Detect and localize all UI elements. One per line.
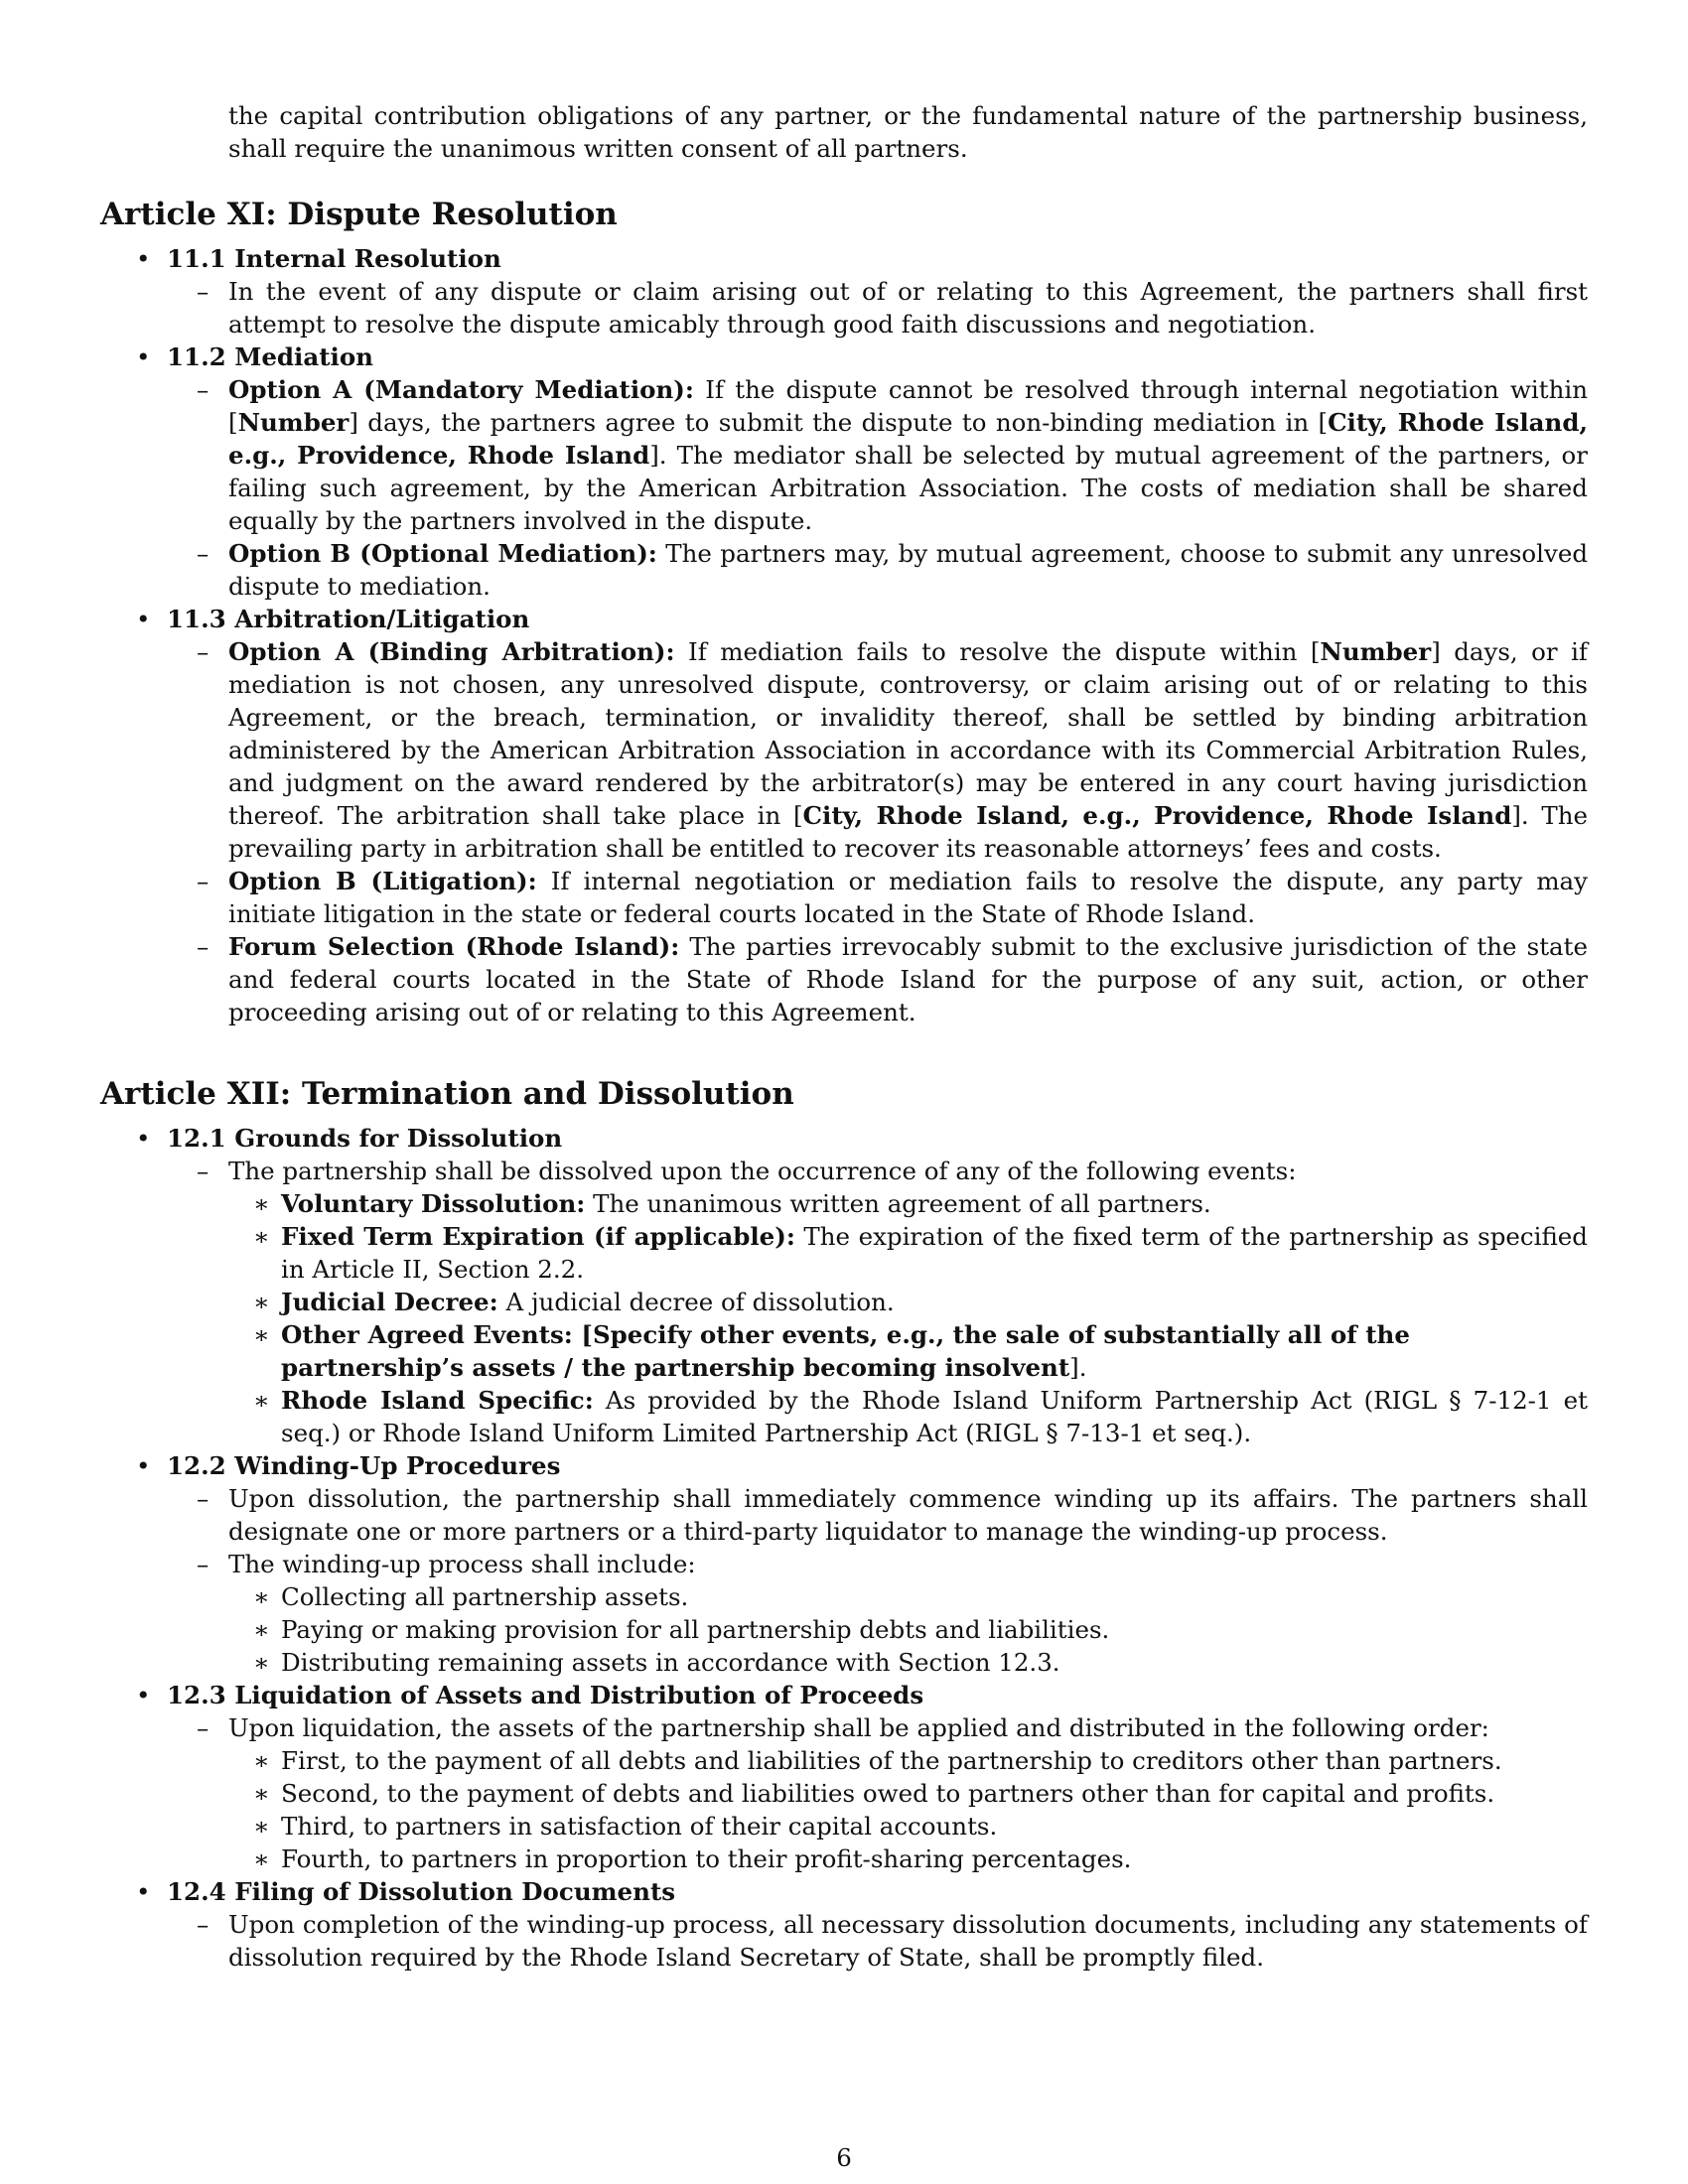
section-11-3 <box>100 603 1588 1028</box>
list-item <box>100 635 1588 865</box>
section-title: 12.2 Winding-Up Procedures <box>167 1451 561 1480</box>
list-item <box>100 275 1588 341</box>
dash-icon: – <box>197 1910 210 1939</box>
text: The expiration of the fixed term of the partnership as specified in Article II, Section 2.2. <box>281 1222 1588 1284</box>
text: Second, to the payment of debts and liabilities owed to partners other than for capital and profits. <box>281 1779 1495 1808</box>
item-label: Fixed Term Expiration (if applicable): <box>281 1222 795 1251</box>
text: ] days, or if mediation is not chosen, any unresolved dispute, controversy, or claim arising out of or relating to this Agreement, or the breach, termination, or invalidity thereof, shall be settled by binding arbitration administered by the American Arbitration Association in accordance with its Commercial Arbitration Rules, and judgment on the award rendered by the arbitrator(s) may be entered in any court having jurisdiction thereof. The arbitration shall take place in [ <box>228 637 1588 830</box>
list-item <box>100 1908 1588 1974</box>
section-12-1 <box>100 1122 1588 1449</box>
list-item <box>100 1580 1588 1613</box>
paragraph: The winding-up process shall include: <box>228 1550 696 1578</box>
dash-icon: – <box>197 1550 210 1578</box>
text: As provided by the Rhode Island Uniform Partnership Act (RIGL § 7-12-1 et seq.) or Rhode Island Uniform Limited Partnership Act (RIGL § 7-13-1 et seq.). <box>281 1386 1588 1447</box>
asterisk-icon: ∗ <box>253 1582 270 1611</box>
article-xi-heading: Article XI: Dispute Resolution <box>100 197 618 232</box>
dash-icon: – <box>197 375 210 404</box>
text: If the dispute cannot be resolved through internal negotiation within [ <box>228 375 1588 437</box>
item-label: Voluntary Dissolution: <box>281 1189 586 1218</box>
list-item <box>100 1187 1588 1220</box>
paragraph: Upon liquidation, the assets of the partnership shall be applied and distributed in the following order: <box>228 1713 1489 1742</box>
asterisk-icon: ∗ <box>253 1648 270 1677</box>
text: ]. The mediator shall be selected by mutual agreement of the partners, or failing such agreement, by the American Arbitration Association. The costs of mediation shall be shared equally by the partners involved in the dispute. <box>228 441 1588 535</box>
document-page <box>100 99 1588 1974</box>
asterisk-icon: ∗ <box>253 1222 270 1251</box>
bullet-icon: • <box>136 244 151 273</box>
paragraph: The partnership shall be dissolved upon the occurrence of any of the following events: <box>228 1157 1297 1185</box>
list-item <box>100 1646 1588 1679</box>
list-item <box>100 865 1588 930</box>
section-title: 12.1 Grounds for Dissolution <box>167 1124 563 1153</box>
section-12-4 <box>100 1875 1588 1974</box>
text: If internal negotiation or mediation fails to resolve the dispute, any party may initiate litigation in the state or federal courts located in the State of Rhode Island. <box>228 867 1589 928</box>
paragraph: Upon completion of the winding-up process, all necessary dissolution documents, including any statements of dissolution required by the Rhode Island Secretary of State, shall be promptly filed. <box>228 1910 1588 1972</box>
list-item <box>100 1318 1588 1384</box>
list-item <box>100 537 1588 603</box>
asterisk-icon: ∗ <box>253 1386 270 1415</box>
list-item <box>100 930 1588 1028</box>
text: ]. <box>1069 1353 1087 1382</box>
bullet-icon: • <box>136 1681 151 1709</box>
dash-icon: – <box>197 867 210 895</box>
text: ] days, the partners agree to submit the dispute to non-binding mediation in [ <box>349 408 1329 437</box>
placeholder-text: City, Rhode Island, e.g., Providence, Rhode Island <box>802 801 1512 830</box>
text: The unanimous written agreement of all partners. <box>585 1189 1211 1218</box>
asterisk-icon: ∗ <box>253 1779 270 1808</box>
placeholder-text: Number <box>1320 637 1432 666</box>
asterisk-icon: ∗ <box>253 1288 270 1316</box>
section-12-2 <box>100 1449 1588 1679</box>
asterisk-icon: ∗ <box>253 1746 270 1775</box>
text: ]. The prevailing party in arbitration shall be entitled to recover its reasonable attorneys’ fees and costs. <box>228 801 1588 863</box>
bullet-icon: • <box>136 605 151 633</box>
dash-icon: – <box>197 1157 210 1185</box>
dash-icon: – <box>197 1713 210 1742</box>
article-xii-heading: Article XII: Termination and Dissolution <box>100 1076 794 1112</box>
asterisk-icon: ∗ <box>253 1320 270 1349</box>
option-label: Option B (Optional Mediation): <box>228 539 657 568</box>
page-number: 6 <box>836 2143 852 2172</box>
section-title: 11.1 Internal Resolution <box>167 244 501 273</box>
section-title: 12.4 Filing of Dissolution Documents <box>167 1877 676 1906</box>
section-11-2 <box>100 341 1588 603</box>
placeholder-text: Number <box>237 408 350 437</box>
asterisk-icon: ∗ <box>253 1844 270 1873</box>
bullet-icon: • <box>136 1124 151 1153</box>
item-label: Judicial Decree: <box>281 1288 498 1316</box>
asterisk-icon: ∗ <box>253 1189 270 1218</box>
paragraph: Upon dissolution, the partnership shall immediately commence winding up its affairs. The partners shall designate one or more partners or a third-party liquidator to manage the winding-up process. <box>228 1484 1588 1546</box>
option-label: Forum Selection (Rhode Island): <box>228 932 680 961</box>
item-label: Other Agreed Events: <box>281 1320 573 1349</box>
paragraph: In the event of any dispute or claim arising out of or relating to this Agreement, the partners shall first attempt to resolve the dispute amicably through good faith discussions and negotiation. <box>228 277 1588 339</box>
bullet-icon: • <box>136 1451 151 1480</box>
section-12-3 <box>100 1679 1588 1875</box>
list-item <box>100 1384 1588 1449</box>
list-item <box>100 1220 1588 1286</box>
list-item <box>100 1777 1588 1810</box>
text: The partners may, by mutual agreement, choose to submit any unresolved dispute to mediation. <box>228 539 1588 601</box>
item-label: Rhode Island Specific: <box>281 1386 594 1415</box>
text: Collecting all partnership assets. <box>281 1582 689 1611</box>
dash-icon: – <box>197 277 210 306</box>
text: Fourth, to partners in proportion to their profit-sharing percentages. <box>281 1844 1132 1873</box>
text: The parties irrevocably submit to the exclusive jurisdiction of the state and federal courts located in the State of Rhode Island for the purpose of any suit, action, or other proceeding arising out of or relating to this Agreement. <box>228 932 1589 1026</box>
article-xi-sections <box>100 242 1588 1028</box>
section-11-1 <box>100 242 1588 341</box>
list-item <box>100 1155 1588 1449</box>
text: If mediation fails to resolve the dispute within [ <box>674 637 1321 666</box>
list-item <box>100 373 1588 537</box>
bullet-icon: • <box>136 1877 151 1906</box>
list-item <box>100 1744 1588 1777</box>
list-item <box>100 1613 1588 1646</box>
list-item <box>100 1711 1588 1875</box>
section-title: 12.3 Liquidation of Assets and Distribution of Proceeds <box>167 1681 924 1709</box>
asterisk-icon: ∗ <box>253 1615 270 1644</box>
bullet-icon: • <box>136 342 151 371</box>
text: Distributing remaining assets in accordance with Section 12.3. <box>281 1648 1060 1677</box>
section-title: 11.2 Mediation <box>167 342 373 371</box>
text: First, to the payment of all debts and liabilities of the partnership to creditors other than partners. <box>281 1746 1502 1775</box>
list-item <box>100 1286 1588 1318</box>
dash-icon: – <box>197 539 210 568</box>
dash-icon: – <box>197 637 210 666</box>
list-item <box>100 1548 1588 1679</box>
asterisk-icon: ∗ <box>253 1812 270 1841</box>
intro-paragraph: the capital contribution obligations of any partner, or the fundamental nature of the partnership business, shall require the unanimous written consent of all partners. <box>228 101 1588 163</box>
text: Paying or making provision for all partnership debts and liabilities. <box>281 1615 1110 1644</box>
dash-icon: – <box>197 1484 210 1513</box>
list-item <box>100 1482 1588 1548</box>
option-label: Option A (Binding Arbitration): <box>228 637 675 666</box>
placeholder-text: City, Rhode Island, e.g., Providence, Rhode Island <box>228 408 1588 470</box>
article-xii-sections <box>100 1122 1588 1974</box>
dash-icon: – <box>197 932 210 961</box>
option-label: Option B (Litigation): <box>228 867 537 895</box>
list-item <box>100 1843 1588 1875</box>
list-item <box>100 1810 1588 1843</box>
text: A judicial decree of dissolution. <box>497 1288 895 1316</box>
option-label: Option A (Mandatory Mediation): <box>228 375 694 404</box>
placeholder-text: [Specify other events, e.g., the sale of substantially all of the partnership’s assets / the partnership becoming insolvent <box>281 1320 1410 1382</box>
text: Third, to partners in satisfaction of their capital accounts. <box>281 1812 998 1841</box>
section-title: 11.3 Arbitration/Litigation <box>167 605 530 633</box>
